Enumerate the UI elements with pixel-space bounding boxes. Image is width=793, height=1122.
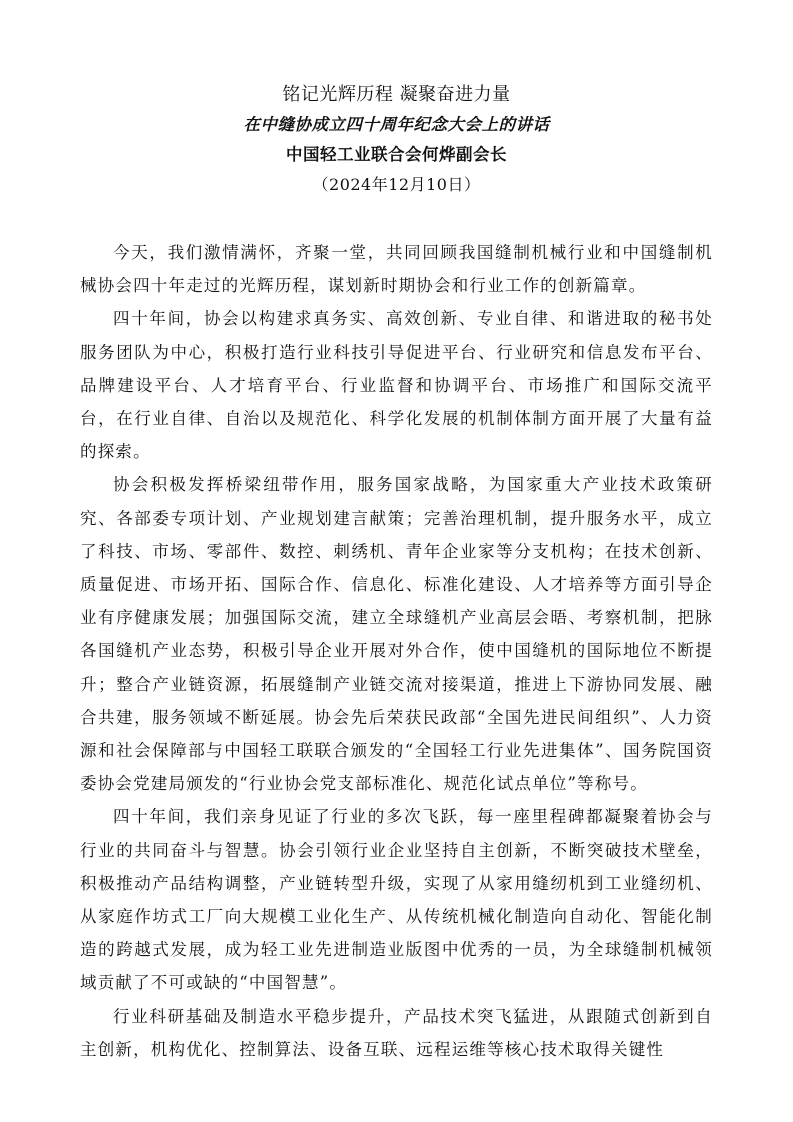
- paragraph-5: 行业科研基础及制造水平稳步提升，产品技术突飞猛进，从跟随式创新到自主创新，机构优化、控制算法、设备互联、远程运维等核心技术取得关键性: [80, 1006, 713, 1059]
- speech-header: [80, 80, 713, 200]
- speech-subtitle: 在中缝协成立四十周年纪念大会上的讲话: [243, 115, 550, 134]
- speech-body: [80, 236, 713, 1066]
- paragraph-1: 今天，我们激情满怀，齐聚一堂，共同回顾我国缝制机械行业和中国缝制机械协会四十年走过的光辉历程，谋划新时期协会和行业工作的创新篇章。: [80, 243, 713, 296]
- paragraph-4: 四十年间，我们亲身见证了行业的多次飞跃，每一座里程碑都凝聚着协会与行业的共同奋斗与智慧。协会引领行业企业坚持自主创新，不断突破技术壁垒，积极推动产品结构调整，产业链转型升级，实现了从家用缝纫机到工业缝纫机、从家庭作坊式工厂向大规模工业化生产、从传统机械化制造向自动化、智能化制造的跨越式发展，成为轻工业先进制造业版图中优秀的一员，为全球缝制机械领域贡献了不可或缺的“中国智慧”。: [80, 807, 713, 993]
- paragraph-2: 四十年间，协会以构建求真务实、高效创新、专业自律、和谐进取的秘书处服务团队为中心，积极打造行业科技引导促进平台、行业研究和信息发布平台、品牌建设平台、人才培育平台、行业监督和协调平台、市场推广和国际交流平台，在行业自律、自治以及规范化、科学化发展的机制体制方面开展了大量有益的探索。: [80, 309, 713, 462]
- speech-date: （2024年12月10日）: [312, 175, 481, 194]
- paragraph-3: 协会积极发挥桥梁纽带作用，服务国家战略，为国家重大产业技术政策研究、各部委专项计划、产业规划建言献策；完善治理机制，提升服务水平，成立了科技、市场、零部件、数控、刺绣机、青年企业家等分支机构；在技术创新、质量促进、市场开拓、国际合作、信息化、标准化建设、人才培养等方面引导企业有序健康发展；加强国际交流，建立全球缝机产业高层会晤、考察机制，把脉各国缝机产业态势，积极引导企业开展对外合作，使中国缝机的国际地位不断提升；整合产业链资源，拓展缝制产业链交流对接渠道，推进上下游协同发展、融合共建，服务领域不断延展。协会先后荣获民政部“全国先进民间组织”、人力资源和社会保障部与中国轻工联联合颁发的“全国轻工行业先进集体”、国务院国资委协会党建局颁发的“行业协会党支部标准化、规范化试点单位”等称号。: [80, 475, 713, 794]
- speaker-line: 中国轻工业联合会何烨副会长: [286, 145, 507, 164]
- speech-title: 铭记光辉历程 凝聚奋进力量: [282, 84, 511, 105]
